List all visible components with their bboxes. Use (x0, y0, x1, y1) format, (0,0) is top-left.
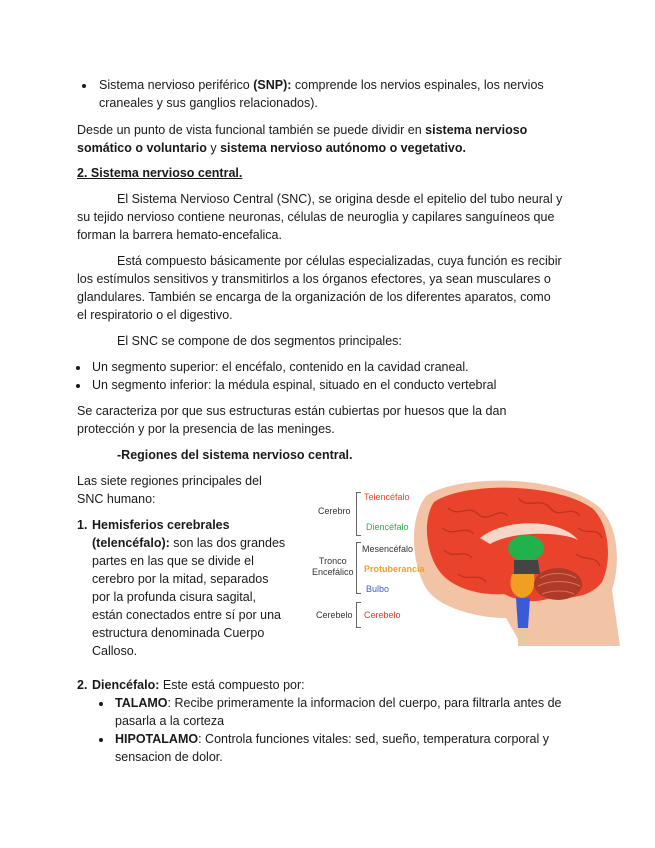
para1-line-2: su tejido nervioso contiene neuronas, células de neuroglia y capilares sanguíneos que (77, 210, 555, 224)
snp-line-2: craneales y sus ganglios relacionados). (99, 96, 318, 110)
brain-illustration (308, 478, 620, 646)
label-mesencefalo: Mesencéfalo (362, 544, 414, 554)
brain-diagram (308, 478, 620, 646)
tronco-text-1: Tronco (318, 556, 347, 566)
item2-line (77, 676, 87, 694)
sub-item-hipotalamo (115, 730, 549, 748)
bullet-icon (76, 384, 80, 388)
section-title: 2. Sistema nervioso central. (77, 166, 243, 180)
label-protuberancia: Protuberancia (364, 564, 425, 574)
item1-text: Calloso. (92, 644, 138, 658)
item2-number: 2. (77, 678, 88, 692)
regions-intro-1: Las siete regiones principales del (77, 474, 262, 488)
label-telencefalo: Telencéfalo (364, 492, 410, 502)
item1-text: son las dos grandes (169, 536, 286, 550)
functional-text: Desde un punto de vista funcional también se puede dividir en (77, 123, 426, 137)
item2-text: Este está compuesto por: (159, 678, 305, 692)
snp-rest: comprende los nervios espinales, los nervios (291, 78, 544, 92)
item1-bold-2: (telencéfalo): (92, 536, 170, 550)
snp-label: Sistema nervioso periférico (99, 78, 254, 92)
functional-line-1 (77, 121, 527, 139)
item2-heading (92, 676, 305, 694)
snp-bold: (SNP): (253, 78, 292, 92)
item1-number: 1. (77, 518, 88, 532)
item2-bold: Diencéfalo: (92, 678, 160, 692)
para2-line-1: Está compuesto básicamente por células especializadas, cuya función es recibir (117, 254, 562, 268)
group-label-tronco (312, 556, 354, 578)
bullet-icon (76, 366, 80, 370)
functional-and: y (206, 141, 221, 155)
item1-text: cerebro por la mitad, separados (92, 572, 269, 586)
bracket-icon (356, 542, 361, 594)
segment-item: Un segmento inferior: la médula espinal, situado en el conducto vertebral (92, 378, 497, 392)
para2-line-2: los estímulos sensitivos y transmitirlos a los órganos efectores, ya sean musculares o (77, 272, 551, 286)
item1-text: por la profunda cisura sagital, (92, 590, 256, 604)
item1-bold-1: Hemisferios cerebrales (92, 518, 230, 532)
talamo-bold: TALAMO (115, 696, 168, 710)
regions-intro-2: SNC humano: (77, 492, 156, 506)
item1-text: están conectados entre sí por una (92, 608, 282, 622)
label-cerebelo: Cerebelo (364, 610, 401, 620)
para2-line-3: glandulares. También se encarga de la organización de los diferentes aparatos, como (77, 290, 551, 304)
para1-line-3: forman la barrera hemato-encefalica. (77, 228, 282, 242)
sub-item-talamo (115, 694, 562, 712)
para2-line-4: el respiratorio o el digestivo. (77, 308, 233, 322)
functional-line-2 (77, 139, 466, 157)
group-label-cerebelo: Cerebelo (316, 610, 353, 620)
talamo-text-2: pasarla a la corteza (115, 714, 225, 728)
functional-bold-2: somático o voluntario (77, 141, 207, 155)
para1-line-1: El Sistema Nervioso Central (SNC), se origina desde el epitelio del tubo neural y (117, 192, 563, 206)
bullet-icon (82, 84, 86, 88)
hipotalamo-text-2: sensacion de dolor. (115, 750, 223, 764)
bullet-icon (99, 738, 103, 742)
bullet-icon (99, 702, 103, 706)
label-diencefalo: Diencéfalo (366, 522, 409, 532)
hipotalamo-bold: HIPOTALAMO (115, 732, 199, 746)
para4-line-1: Se caracteriza por que sus estructuras están cubiertas por huesos que la dan (77, 404, 507, 418)
tronco-text-2: Encefálico (312, 567, 354, 577)
bracket-icon (356, 492, 361, 536)
hipotalamo-text: : Controla funciones vitales: sed, sueño, temperatura corporal y (198, 732, 549, 746)
snp-line-1 (99, 76, 544, 94)
functional-bold-3: sistema nervioso autónomo o vegetativo. (220, 141, 466, 155)
regions-title: -Regiones del sistema nervioso central. (117, 448, 353, 462)
para4-line-2: protección y por la presencia de las meninges. (77, 422, 335, 436)
functional-bold-1: sistema nervioso (425, 123, 528, 137)
item1-line-2 (92, 534, 285, 552)
para3: El SNC se compone de dos segmentos principales: (117, 334, 402, 348)
segment-item: Un segmento superior: el encéfalo, contenido en la cavidad craneal. (92, 360, 469, 374)
talamo-text: : Recibe primeramente la informacion del cuerpo, para filtrarla antes de (167, 696, 562, 710)
label-bulbo: Bulbo (366, 584, 390, 594)
bracket-icon (356, 602, 361, 628)
item1-text: estructura denominada Cuerpo (92, 626, 265, 640)
item1-text: partes en las que se divide el (92, 554, 254, 568)
group-label-cerebro: Cerebro (318, 506, 351, 516)
